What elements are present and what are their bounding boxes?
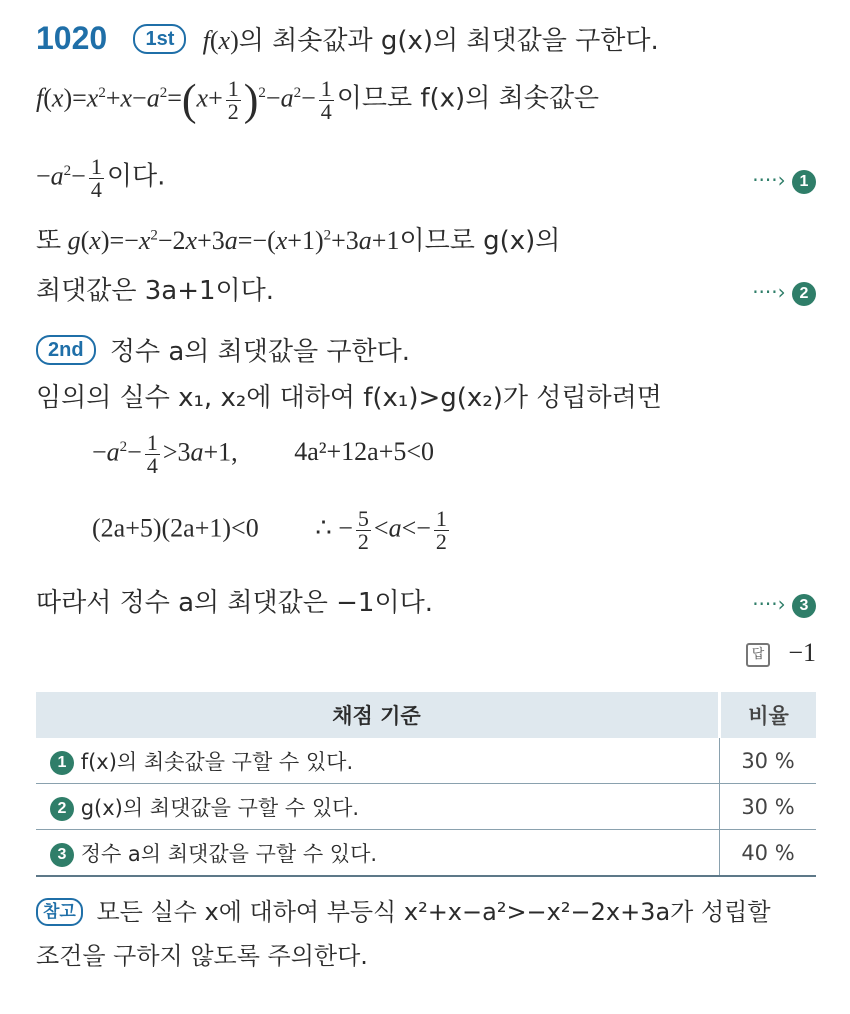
problem-number: 1020	[36, 20, 108, 56]
answer	[746, 640, 816, 667]
solution-line-4	[36, 278, 274, 304]
table-row	[36, 830, 816, 877]
fx-symbol: f	[202, 26, 210, 55]
header-criteria: 채점 기준	[36, 692, 720, 738]
fraction-quarter: $\frac{1}{4}$	[320, 76, 332, 124]
row-marker: 2	[50, 797, 74, 821]
solution-line-8	[36, 590, 433, 616]
header-ratio: 비율	[720, 692, 817, 738]
fraction-half: $\frac{1}{2}$	[227, 76, 239, 124]
ratio-cell: 30 %	[720, 738, 817, 784]
criterion-text: g(x)의 최댓값을 구할 수 있다.	[80, 795, 360, 820]
step1-title: 의 최솟값과 g(x)의 최댓값을 구한다.	[238, 26, 659, 56]
line7-text: (2a+5)(2a+1)<0	[92, 513, 259, 543]
answer-value: −1	[788, 638, 816, 667]
note-line-1	[36, 898, 771, 926]
note-text-1: 모든 실수 x에 대하여 부등식 x²+x−a²>−x²−2x+3a가 성립할	[96, 898, 771, 926]
grading-table	[36, 692, 816, 877]
line6-text: 4a²+12a+5<0	[294, 437, 435, 467]
solution-line-3: 또 $g(x)=-x^2-2x+3a=-(x+1)^2+3a+1$이므로 g(x)의	[36, 226, 561, 256]
line4-text: 최댓값은 3a+1이다.	[36, 276, 275, 306]
ratio-cell: 30 %	[720, 784, 817, 830]
solution-line-1: $f(x)=x^2+x-a^2=(x+$ $\frac{1}{2}$ )$^2-a^2-$ $\frac{1}{4}$ 이므로 f(x)의 최솟값은	[36, 75, 600, 125]
solution-line-7: (2a+5)(2a+1)<0 ∴ − $\frac{5}{2}$ <a<− $\frac{1}{2}$	[92, 506, 447, 554]
note-line-2	[36, 944, 368, 968]
note-text-2: 조건을 구하지 않도록 주의한다.	[36, 942, 368, 970]
solution-line-6: $-a^2-$ $\frac{1}{4}$ >3a+1, 4a²+12a+5<0	[92, 430, 435, 478]
table-row	[36, 738, 816, 784]
line3-prefix: 또	[36, 226, 62, 256]
line3-text: 이므로 g(x)의	[399, 226, 561, 256]
ratio-cell: 40 %	[720, 830, 817, 877]
note-label: 참고	[36, 898, 83, 926]
line8-text: 따라서 정수 a의 최댓값은 −1이다.	[36, 588, 433, 618]
problem-header: 1020 1st f(x)의 최솟값과 g(x)의 최댓값을 구한다.	[36, 20, 659, 56]
step1-badge: 1st	[133, 24, 186, 54]
criterion-text: f(x)의 최솟값을 구할 수 있다.	[80, 749, 354, 774]
step2-badge: 2nd	[36, 335, 96, 365]
line1-text: 이므로 f(x)의 최솟값은	[336, 83, 600, 114]
row-marker: 1	[50, 751, 74, 775]
marker-3: ····› 3	[752, 592, 816, 618]
line5-text: 임의의 실수 x₁, x₂에 대하여 f(x₁)>g(x₂)가 성립하려면	[36, 383, 662, 413]
answer-label: 답	[746, 643, 770, 667]
marker-1: ····› 1	[752, 168, 816, 194]
criterion-text: 정수 a의 최댓값을 구할 수 있다.	[80, 841, 378, 866]
solution-line-2: $-a^2-$ $\frac{1}{4}$ 이다.	[36, 154, 166, 202]
table-row	[36, 784, 816, 830]
step2-title: 정수 a의 최댓값을 구한다.	[109, 337, 410, 367]
marker-2: ····› 2	[752, 280, 816, 306]
solution-line-5	[36, 385, 662, 411]
line2-text: 이다.	[106, 161, 166, 192]
step2-header	[36, 335, 410, 365]
row-marker: 3	[50, 843, 74, 867]
